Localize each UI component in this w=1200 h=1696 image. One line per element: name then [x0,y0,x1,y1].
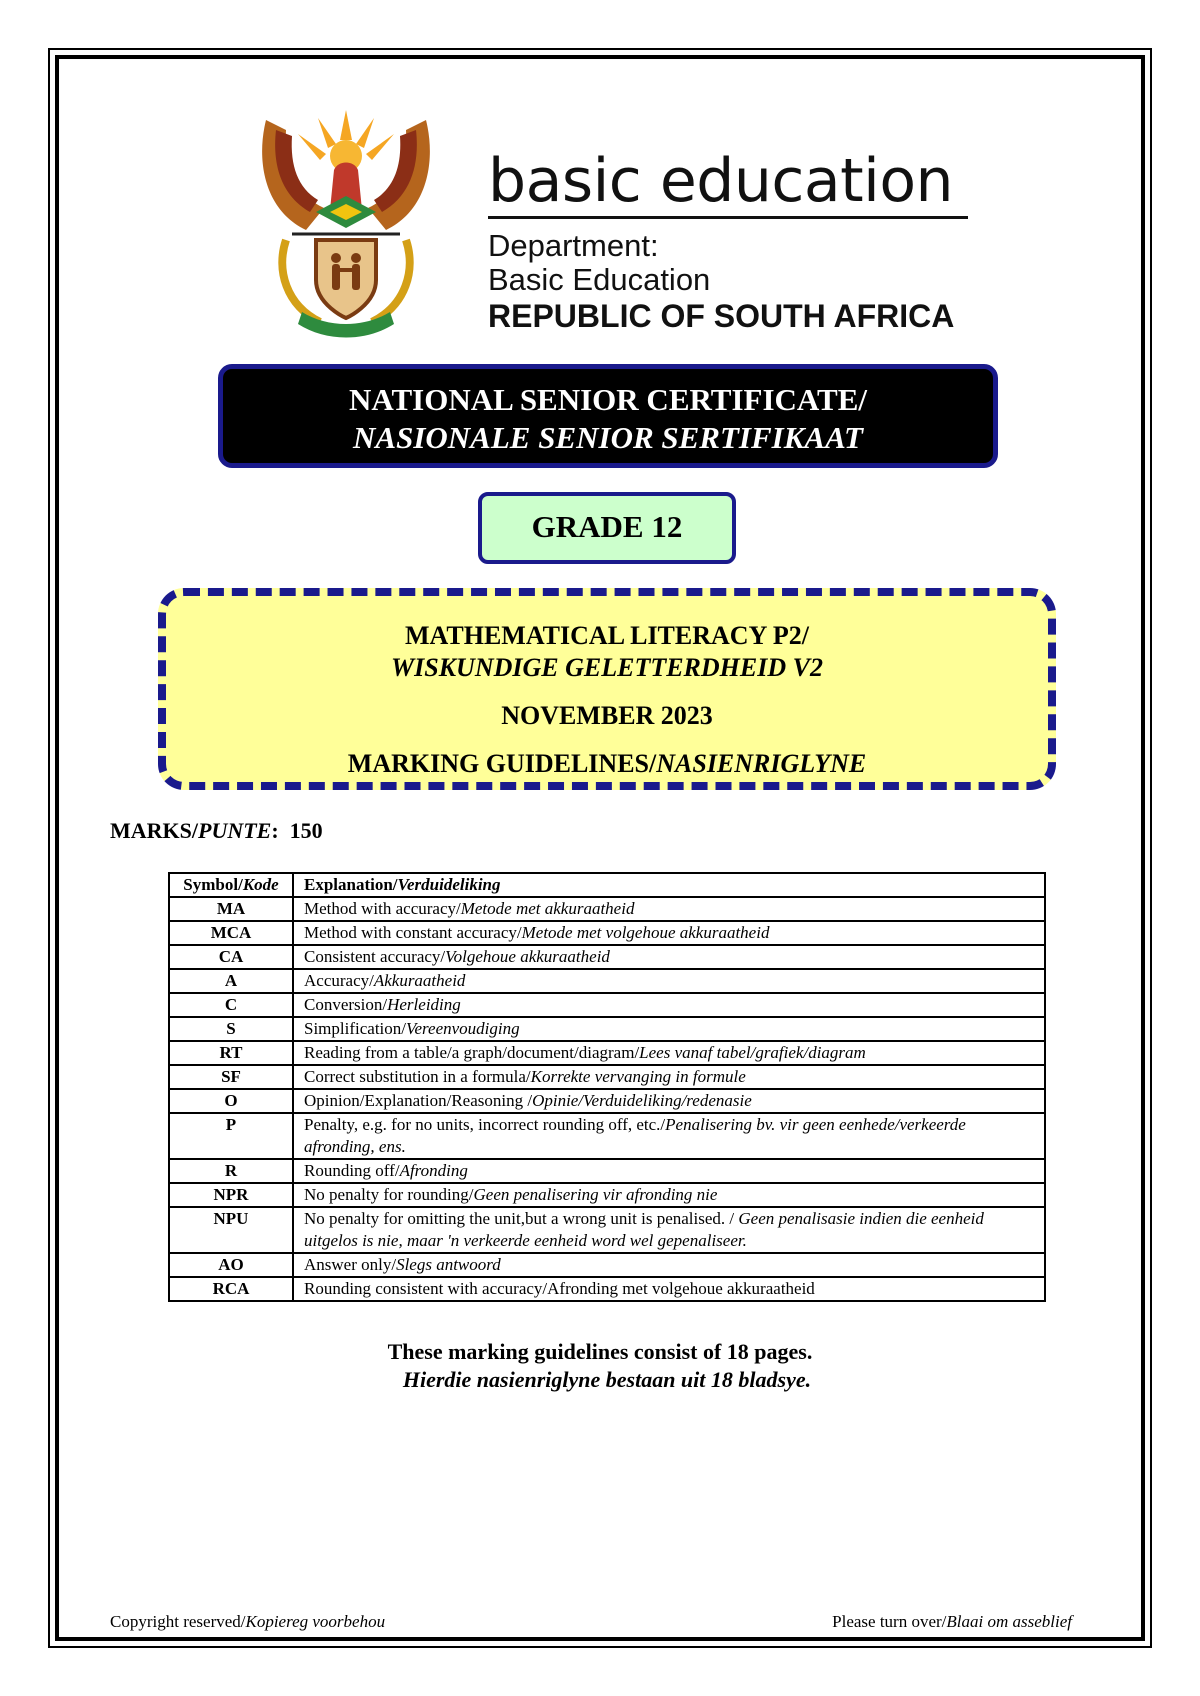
explanation-cell: Accuracy/Akkuraatheid [293,969,1045,993]
footer-turn-over: Please turn over/Blaai om asseblief [832,1612,1072,1631]
table-row [169,1065,1045,1089]
symbol-cell: MCA [169,921,293,945]
table-row [169,1183,1045,1207]
symbol-cell: CA [169,945,293,969]
page-count-note [0,1338,1200,1394]
column-header-symbol: Symbol/Kode [169,873,293,897]
symbol-cell: RT [169,1041,293,1065]
explanation-cell: Answer only/Slegs antwoord [293,1253,1045,1277]
subject-panel [158,588,1056,790]
table-row [169,969,1045,993]
marking-guidelines-title: MARKING GUIDELINES/NASIENRIGLYNE [347,749,867,778]
table-row [169,1207,1045,1253]
symbol-cell: RCA [169,1277,293,1301]
table-row [169,897,1045,921]
explanation-cell: Reading from a table/a graph/document/diagram/Lees vanaf tabel/grafiek/diagram [293,1041,1045,1065]
explanation-cell: Simplification/Vereenvoudiging [293,1017,1045,1041]
symbol-cell: NPU [169,1207,293,1253]
table-header-row [169,873,1045,897]
explanation-cell: Rounding consistent with accuracy/Afronding met volgehoue akkuraatheid [293,1277,1045,1301]
symbol-cell: S [169,1017,293,1041]
footer-copyright: Copyright reserved/Kopiereg voorbehou [110,1612,386,1631]
page-count-en: These marking guidelines consist of 18 pages. [387,1339,813,1364]
explanation-cell: Method with constant accuracy/Metode met volgehoue akkuraatheid [293,921,1045,945]
explanation-cell: Consistent accuracy/Volgehoue akkuraatheid [293,945,1045,969]
grade-badge: GRADE 12 [478,492,736,564]
table-row [169,1017,1045,1041]
subject-title-af: WISKUNDIGE GELETTERDHEID V2 [391,653,823,682]
table-row [169,1113,1045,1159]
exam-date: NOVEMBER 2023 [501,701,713,730]
subject-title-en: MATHEMATICAL LITERACY P2/ [405,621,809,650]
table-row [169,1089,1045,1113]
department-line-2: Basic Education [488,262,711,297]
total-marks: MARKS/PUNTE: 150 [110,818,323,843]
symbol-cell: P [169,1113,293,1159]
symbol-cell: R [169,1159,293,1183]
certificate-title-af: NASIONALE SENIOR SERTIFIKAAT [353,420,863,455]
symbol-cell: A [169,969,293,993]
table-row [169,1253,1045,1277]
table-row [169,993,1045,1017]
explanation-cell: Correct substitution in a formula/Korrekte vervanging in formule [293,1065,1045,1089]
symbol-cell: SF [169,1065,293,1089]
marking-codes-table [168,872,1046,1302]
page-count-af: Hierdie nasienriglyne bestaan uit 18 bladsye. [402,1367,812,1392]
table-row [169,1159,1045,1183]
symbol-cell: MA [169,897,293,921]
explanation-cell: Method with accuracy/Metode met akkuraatheid [293,897,1045,921]
coat-of-arms-logo [246,100,446,350]
certificate-banner [218,364,998,468]
symbol-cell: O [169,1089,293,1113]
certificate-title-en: NATIONAL SENIOR CERTIFICATE/ [349,382,867,417]
explanation-cell: Rounding off/Afronding [293,1159,1045,1183]
brand-underline [488,216,968,219]
table-row [169,1277,1045,1301]
explanation-cell: Opinion/Explanation/Reasoning /Opinie/Verduideliking/redenasie [293,1089,1045,1113]
explanation-cell: Penalty, e.g. for no units, incorrect rounding off, etc./Penalisering bv. vir geen eenhede/verkeerde afronding, ens. [293,1113,1045,1159]
symbol-cell: NPR [169,1183,293,1207]
explanation-cell: Conversion/Herleiding [293,993,1045,1017]
department-branding [488,148,968,335]
department-line-1: Department: [488,228,659,263]
total-marks-value: 150 [289,818,323,843]
table-row [169,921,1045,945]
symbol-cell: C [169,993,293,1017]
explanation-cell: No penalty for rounding/Geen penalisering vir afronding nie [293,1183,1045,1207]
brand-title: basic education [488,146,954,216]
explanation-cell: No penalty for omitting the unit,but a wrong unit is penalised. / Geen penalisasie indien die eenheid uitgelos is nie, maar 'n verkeerde eenheid word wel gepenaliseer. [293,1207,1045,1253]
table-row [169,945,1045,969]
republic-line: REPUBLIC OF SOUTH AFRICA [488,298,955,334]
symbol-cell: AO [169,1253,293,1277]
column-header-explanation: Explanation/Verduideliking [293,873,1045,897]
table-row [169,1041,1045,1065]
